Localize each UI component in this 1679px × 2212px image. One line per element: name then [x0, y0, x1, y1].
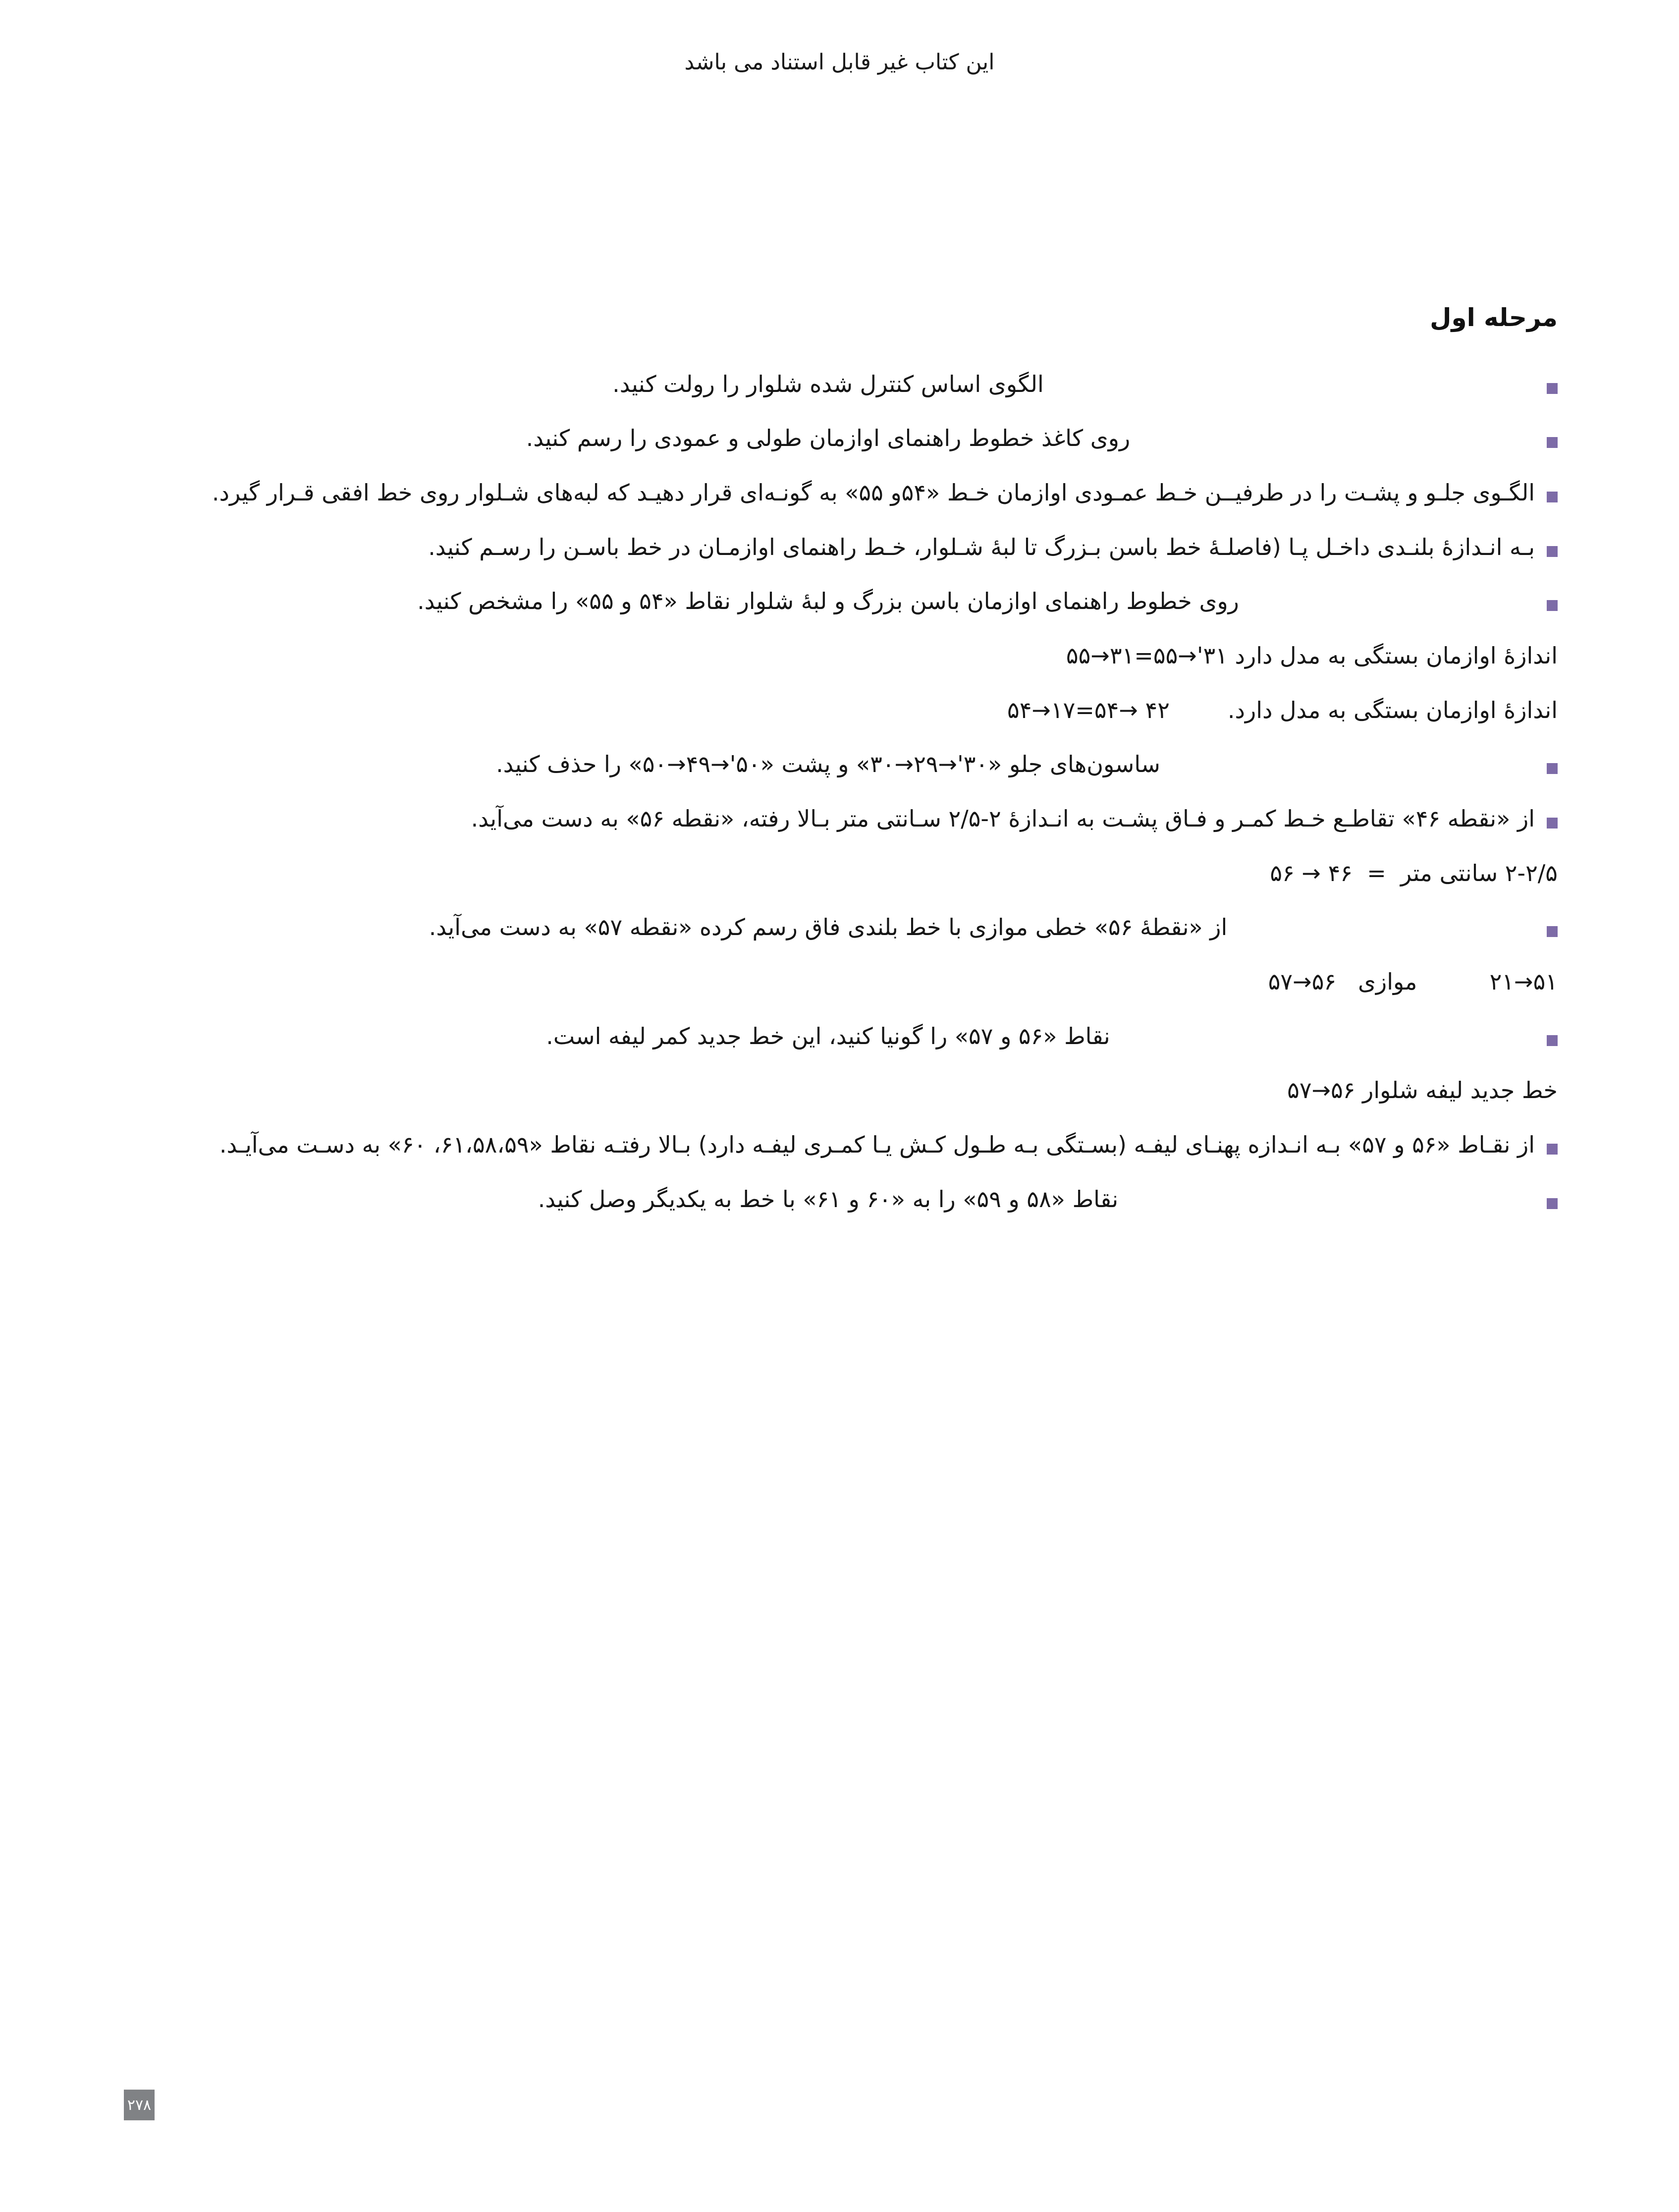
- square-bullet-icon: [1547, 437, 1558, 448]
- measurement-line: ۲-۲/۵ سانتی متر = ۴۶ → ۵۶: [1270, 859, 1558, 886]
- instruction-text: بـه انـدازۀ بلنـدی داخـل پـا (فاصلـۀ خط باسن بـزرگ تا لبۀ شـلوار، خـط راهنمای اوازمـان در خط باسـن را رسـم کنید.: [428, 533, 1535, 560]
- instruction-text: از «نقطه ۴۶» تقاطـع خـط کمـر و فـاق پشـت به انـدازۀ ۲-۲/۵ سـانتی متر بـالا رفته، «نقطه ۵۶» به دست می‌آید.: [471, 805, 1535, 832]
- square-bullet-icon: [1547, 492, 1558, 502]
- instruction-bullet: [121, 362, 1558, 407]
- instruction-bullet: [121, 416, 1558, 461]
- instruction-text: روی کاغذ خطوط راهنمای اوازمان طولی و عمودی را رسم کنید.: [526, 425, 1131, 452]
- square-bullet-icon: [1547, 1198, 1558, 1209]
- square-bullet-icon: [1547, 383, 1558, 394]
- instruction-bullet: [121, 1177, 1558, 1222]
- instruction-text: از «نقطۀ ۵۶» خطی موازی با خط بلندی فاق رسم کرده «نقطه ۵۷» به دست می‌آید.: [429, 914, 1228, 941]
- square-bullet-icon: [1547, 1144, 1558, 1155]
- instruction-text: روی خطوط راهنمای اوازمان باسن بزرگ و لبۀ شلوار نقاط «۵۴ و ۵۵» را مشخص کنید.: [417, 588, 1239, 615]
- instruction-bullet: [121, 1014, 1558, 1059]
- main-content: [121, 302, 1558, 1232]
- instruction-bullet: [121, 1123, 1558, 1167]
- page-number-badge: ۲۷۸: [124, 2090, 155, 2120]
- instruction-bullet: [121, 471, 1558, 515]
- instruction-bullet: [121, 905, 1558, 950]
- instruction-bullet: [121, 579, 1558, 624]
- instruction-bullet: [121, 525, 1558, 570]
- square-bullet-icon: [1547, 763, 1558, 774]
- instruction-text: ساسون‌های جلو «۳۰'→۲۹→۳۰» و پشت «۵۰'→۴۹→۵۰» را حذف کنید.: [496, 751, 1160, 778]
- running-header-notice: این کتاب غیر قابل استناد می باشد: [684, 50, 995, 75]
- square-bullet-icon: [1547, 818, 1558, 829]
- measurement-line: ۵۱→۲۱ موازی ۵۶→۵۷: [1268, 968, 1558, 995]
- instruction-bullet: [121, 797, 1558, 841]
- square-bullet-icon: [1547, 1035, 1558, 1046]
- square-bullet-icon: [1547, 600, 1558, 611]
- instruction-list: [121, 362, 1558, 1222]
- measurement-line: اندازۀ اوازمان بستگی به مدل دارد. ۴۲ →۵۴=۱۷→۵۴: [1007, 696, 1558, 723]
- instruction-text: الگوی اساس کنترل شده شلوار را رولت کنید.: [612, 370, 1044, 397]
- measurement-line: اندازۀ اوازمان بستگی به مدل دارد ۳۱'→۵۵=۳۱→۵۵: [1066, 642, 1558, 669]
- instruction-text: از نقـاط «۵۶ و ۵۷» بـه انـدازه پهنـای لیفـه (بسـتگی بـه طـول کـش یـا کمـری لیفـه دارد) بـالا رفتـه نقاط «۶۱،۵۸،۵۹، ۶۰» به دسـت می‌آیـد.: [219, 1131, 1535, 1159]
- square-bullet-icon: [1547, 546, 1558, 557]
- instruction-bullet: [121, 742, 1558, 787]
- section-title: مرحله اول: [1430, 303, 1558, 332]
- instruction-text: الگـوی جلـو و پشـت را در طرفیــن خـط عمـودی اوازمان خـط «۵۴و ۵۵» به گونـه‌ای قرار دهیـد که لبه‌های شـلوار روی خط افقی قـرار گیرد.: [212, 479, 1535, 506]
- square-bullet-icon: [1547, 926, 1558, 937]
- instruction-text: نقاط «۵۶ و ۵۷» را گونیا کنید، این خط جدید کمر لیفه است.: [546, 1022, 1110, 1050]
- measurement-line: خط جدید لیفه شلوار ۵۶→۵۷: [1287, 1077, 1558, 1104]
- instruction-text: نقاط «۵۸ و ۵۹» را به «۶۰ و ۶۱» با خط به یکدیگر وصل کنید.: [538, 1185, 1119, 1213]
